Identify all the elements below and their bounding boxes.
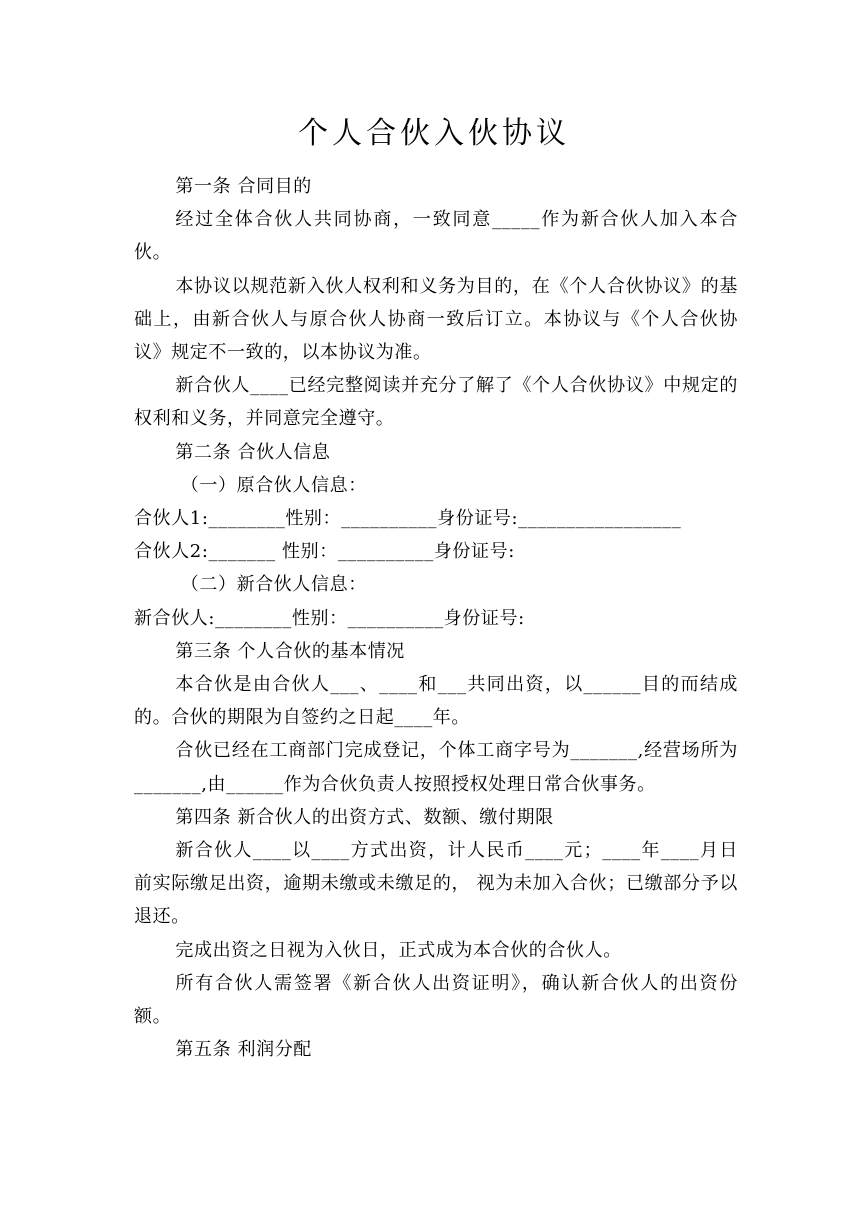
paragraph: 完成出资之日视为入伙日，正式成为本合伙的合伙人。 (175, 939, 622, 961)
paragraph: 新合伙人____已经完整阅读并充分了解了《个人合伙协议》中规定的权利和义务，并同意完全遵守。 (134, 375, 738, 430)
section-heading: （二）新合伙人信息： (180, 574, 367, 596)
paragraph: 本协议以规范新入伙人权利和义务为目的，在《个人合伙协议》的基础上，由新合伙人与原合伙人协商一致后订立。本协议与《个人合伙协议》规定不一致的，以本协议为准。 (134, 275, 738, 364)
article-1-heading: 第一条 合同目的 (175, 176, 312, 197)
partner-2-info: 合伙人2:_______ 性别：__________身份证号: (134, 541, 515, 563)
article-5-heading: 第五条 利润分配 (175, 1039, 312, 1061)
paragraph: 新合伙人____以____方式出资，计人民币____元；____年____月日前实际缴足出资，逾期未缴或未缴足的， 视为未加入合伙；已缴部分予以退还。 (134, 840, 738, 928)
paragraph: 合伙已经在工商部门完成登记，个体工商字号为_______,经营场所为_______,由______作为合伙负责人按照授权处理日常合伙事务。 (134, 740, 738, 795)
paragraph: 经过全体合伙人共同协商，一致同意_____作为新合伙人加入本合伙。 (134, 209, 738, 264)
article-4-heading: 第四条 新合伙人的出资方式、数额、缴付期限 (175, 806, 554, 828)
document-body (134, 170, 738, 1066)
paragraph: 所有合伙人需签署《新合伙人出资证明》，确认新合伙人的出资份额。 (134, 972, 738, 1028)
paragraph: 本合伙是由合伙人___、____和___共同出资，以______目的而结成的。合伙的期限为自签约之日起____年。 (134, 674, 738, 729)
new-partner-info: 新合伙人:________性别：__________身份证号: (134, 607, 525, 629)
document-title: 个人合伙入伙协议 (298, 116, 570, 151)
partner-1-info: 合伙人1:________性别：__________身份证号:_________________ (134, 508, 682, 530)
article-3-heading: 第三条 个人合伙的基本情况 (175, 640, 405, 662)
article-2-heading: 第二条 合伙人信息 (175, 441, 331, 463)
section-heading: （一）原合伙人信息： (180, 474, 367, 496)
